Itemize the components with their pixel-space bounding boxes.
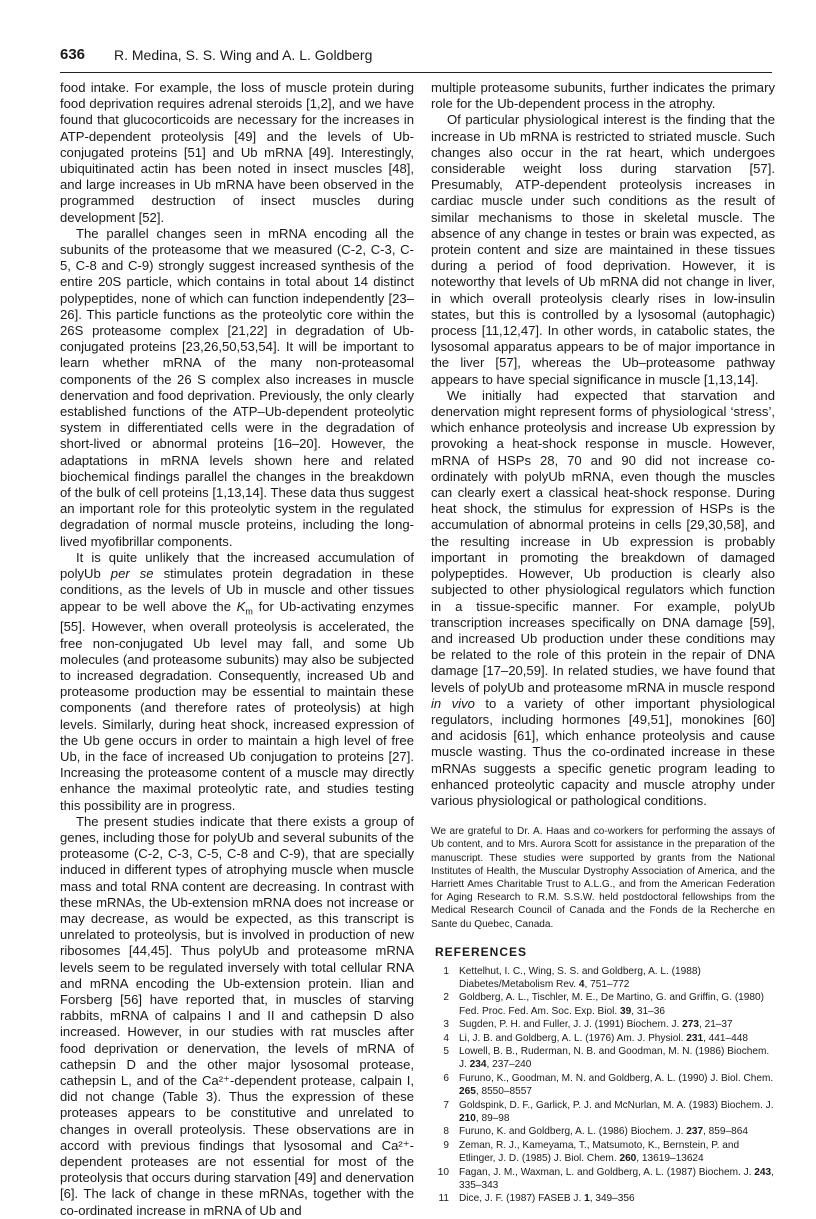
reference-citation: Fagan, J. M., Waxman, L. and Goldberg, A. L. (1987) Biochem. J. [459,1166,755,1178]
paragraph: The parallel changes seen in mRNA encoding all the subunits of the proteasome that we measured (C-2, C-3, C-5, C-8 and C-9) strongly suggest increased synthesis of the entire 20S particle, which contains in total about 14 distinct polypeptides, none of which can function independently [23–26]. This particle functions as the proteolytic core within the 26S proteasome complex [21,22] in degradation of Ub-conjugated proteins [23,26,50,53,54]. It will be important to learn whether mRNA of the many non-proteasomal components of the 26 S complex also increases in muscle denervation and food deprivation. Previously, the only clearly established functions of the ATP–Ub-dependent proteolytic system in differentiated cells were in the degradation of short-lived or abnormal proteins [16–20]. However, the adaptations in mRNA levels shown here and related biochemical findings parallel the changes in the breakdown of the bulk of cell proteins [1,13,14]. These data thus suggest an important role for this proteolytic system in the regulated degradation of normal muscle proteins, including the long-lived myofibrillar components. [60,225,414,549]
acknowledgement: We are grateful to Dr. A. Haas and co-workers for performing the assays of Ub content, and to Mrs. Aurora Scott for assistance in the preparation of the manuscript. These studies were supported by grants from the National Institutes of Health, the Muscular Dystrophy Association of America, and the Harriett Ames Charitable Trust to A.L.G., and from the American Federation for Aging Research to R.M. S.S.W. held postdoctoral fellowships from the Medical Research Council of Canada and the Fonds de la Recherche en Sante du Quebec, Canada. [431,826,775,930]
reference-volume: 237 [686,1126,704,1138]
right-column [431,80,775,1206]
reference-item [431,1166,775,1192]
paragraph: food intake. For example, the loss of muscle protein during food deprivation requires adrenal steroids [1,2], and we have found that glucocorticoids are necessary for the increases in ATP-dependent proteolysis [49] and the levels of Ub-conjugated proteins [51] and Ub mRNA [49]. Interestingly, ubiquitinated actin has been noted in insect muscles [48], and large increases in Ub mRNA have been observed in the programmed destruction of insect muscles during development [52]. [60,80,414,225]
italic-term: in vivo [431,695,475,711]
reference-item [431,1192,775,1205]
reference-item [431,1125,775,1138]
page-number: 636 [60,46,86,63]
reference-number: 6 [443,1073,449,1085]
reference-number: 5 [443,1046,449,1058]
reference-volume: 231 [686,1032,704,1044]
reference-number: 2 [443,992,449,1004]
reference-number: 9 [443,1139,449,1151]
reference-citation: Goldspink, D. F., Garlick, P. J. and McNurlan, M. A. (1983) Biochem. J. [459,1099,774,1111]
paragraph: Of particular physiological interest is the finding that the increase in Ub mRNA is restricted to striated muscle. Such changes also occur in the rat heart, which undergoes considerable weight loss during starvation [57]. Presumably, ATP-dependent proteolysis increases in cardiac muscle under such conditions as the result of similar mechanisms to those in skeletal muscle. The absence of any change in testes or brain was expected, as protein content and size are maintained in these tissues during a period of food deprivation. However, it is noteworthy that levels of Ub mRNA did not change in liver, in which overall proteolysis clearly rises in low-insulin states, but this is controlled by a lysosomal (autophagic) process [11,12,47]. In other words, in catabolic states, the lysosomal apparatus appears to be of major importance in the liver [57], whereas the Ub–proteasome pathway appears to have special significance in muscle [1,13,14]. [431,112,775,387]
reference-item [431,1018,775,1031]
reference-pages: , 237–240 [486,1059,532,1071]
reference-pages: , 21–37 [698,1019,733,1031]
reference-volume: 210 [459,1112,476,1124]
reference-volume: 4 [578,978,585,990]
paragraph: It is quite unlikely that the increased accumulation of polyUb per se stimulates protein degradation in these conditions, as the levels of Ub in muscle and other tissues appear to be well above the $K_m$ for Ub-activating enzymes [55]. However, when overall proteolysis is accelerated, the free non-conjugated Ub level may fall, and some Ub molecules (and proteasome subunits) may also be subjected to increased degradation. Consequently, increased Ub and proteasome production may be essential to maintain these components (and therefore rates of proteolysis) at high levels. Similarly, during heat shock, increased expression of the Ub gene occurs in order to maintain a high level of free Ub, in the face of increased Ub conjugation to proteins [27]. Increasing the proteasome content of a muscle may directly enhance the maximal proteolytic rate, and studies testing this possibility are in progress. [60,549,414,813]
km-symbol: K [236,598,246,614]
reference-citation: Goldberg, A. L., Tischler, M. E., De Martino, G. and Griffin, G. (1980) Fed. Proc. Fed. Am. Soc. Exp. Biol. [459,992,764,1017]
reference-volume: 1 [584,1193,590,1205]
reference-volume: 265 [459,1086,476,1098]
reference-citation: Furuno, K., Goodman, M. N. and Goldberg, A. L. (1990) J. Biol. Chem. [459,1073,774,1085]
reference-number: 1 [443,965,449,977]
reference-volume: 234 [469,1059,487,1071]
reference-number: 10 [437,1166,449,1178]
reference-item [431,1045,775,1071]
references-heading: REFERENCES [435,944,528,959]
page-header [60,46,770,68]
paragraph: The present studies indicate that there exists a group of genes, including those for polyUb and several subunits of the proteasome (C-2, C-3, C-5, C-8 and C-9), that are specially induced in different types of atrophying muscle when muscle mass and total RNA content are decreasing. In contrast with these mRNAs, the Ub-extension mRNA does not increase or may decrease, as would be expected, as this transcript is unrelated to proteolysis, but is involved in production of new ribosomes [44,45]. Thus polyUb and proteasome mRNA levels seem to be regulated inversely with total cellular RNA and mRNA encoding the Ub-extension protein. Ilian and Forsberg [56] have reported that, in muscles of starving rabbits, mRNA of calpains I and II and cathepsin D also increased. However, in our studies with rat muscles after food deprivation or denervation, the levels of mRNA of cathepsin D and the other major lysosomal protease, cathepsin L, and of the Ca²⁺-dependent protease, calpain I, did not change (Table 3). Thus the expression of these proteases appears to be constitutive and unrelated to changes in overall proteolysis. These observations are in accord with previous findings that lysosomal and Ca²⁺-dependent proteases are not essential for most of the proteolysis that occurs during starvation [49] and denervation [6]. The lack of change in these mRNAs, together with the co-ordinated increase in mRNA of Ub and [60,813,414,1218]
reference-pages: , 335–343 [459,1166,774,1191]
reference-item [431,991,775,1017]
reference-volume: 273 [682,1019,699,1031]
running-head-authors: R. Medina, S. S. Wing and A. L. Goldberg [114,47,373,63]
italic-term: per se [110,566,154,582]
reference-pages: , 441–448 [703,1032,748,1044]
reference-item [431,965,775,991]
reference-pages: , 349–356 [589,1193,635,1205]
reference-number: 7 [443,1099,449,1111]
paragraph: multiple proteasome subunits, further indicates the primary role for the Ub-dependent process in the atrophy. [431,80,775,112]
reference-item [431,1139,775,1165]
left-column [60,80,414,1219]
reference-citation: Dice, J. F. (1987) FASEB J. [459,1193,585,1205]
km-subscript: m [245,606,253,617]
reference-list [431,965,775,1206]
paragraph: We initially had expected that starvation and denervation might represent forms of physiological ‘stress’, which enhance proteolysis and increase Ub expression by provoking a heat-shock response in muscle. However, mRNA of HSPs 28, 70 and 90 did not increase co-ordinately with polyUb mRNA, even though the muscles can clearly exert a classical heat-shock response. During heat shock, the stimulus for expression of HSPs is the accumulation of abnormal proteins in cells [29,30,58], and the resulting increase in Ub expression is probably important in promoting the breakdown of damaged polypeptides. However, Ub production is clearly also subjected to other physiological regulators which function in a tissue-specific manner. For example, polyUb transcription increases specifically on DNA damage [59], and increased Ub production under these conditions may be related to the role of this protein in the repair of DNA damage [17–20,59]. In related studies, we have found that levels of polyUb and proteasome mRNA in muscle respond in vivo to a variety of other important physiological regulators, including hormones [49,51], monokines [60] and acidosis [61], which enhance proteolysis and cause muscle wasting. Thus the co-ordinated increase in these mRNAs suggests a specific genetic program leading to enhanced proteolytic capacity and muscle atrophy under various physiological or pathological conditions. [431,387,775,808]
reference-number: 3 [443,1019,449,1031]
reference-number: 8 [443,1126,449,1138]
reference-volume: 39 [620,1005,632,1017]
reference-citation: Kettelhut, I. C., Wing, S. S. and Goldberg, A. L. (1988) Diabetes/Metabolism Rev. [459,965,701,990]
reference-pages: , 8550–8557 [475,1086,532,1098]
reference-item [431,1032,775,1045]
reference-pages: , 859–864 [703,1126,748,1138]
reference-number: 4 [443,1032,449,1044]
reference-pages: , 13619–13624 [636,1153,704,1165]
reference-citation: Sugden, P. H. and Fuller, J. J. (1991) Biochem. J. [459,1019,683,1031]
reference-volume: 260 [619,1153,637,1165]
reference-volume: 243 [754,1166,772,1178]
reference-number: 11 [438,1193,449,1205]
reference-citation: Zeman, R. J., Kameyama, T., Matsumoto, K., Bernstein, P. and Etlinger, J. D. (1985) J. Biol. Chem. [459,1139,740,1165]
reference-item [431,1072,775,1098]
reference-citation: Lowell, B. B., Ruderman, N. B. and Goodman, M. N. (1986) Biochem. J. [459,1046,770,1071]
reference-pages: , 89–98 [475,1112,510,1124]
reference-pages: , 31–36 [631,1005,665,1017]
reference-citation: Furuno, K. and Goldberg, A. L. (1986) Biochem. J. [459,1126,687,1138]
reference-pages: , 751–772 [584,978,630,990]
reference-citation: Li, J. B. and Goldberg, A. L. (1976) Am. J. Physiol. [459,1032,687,1044]
reference-item [431,1099,775,1125]
header-rule [60,72,772,73]
